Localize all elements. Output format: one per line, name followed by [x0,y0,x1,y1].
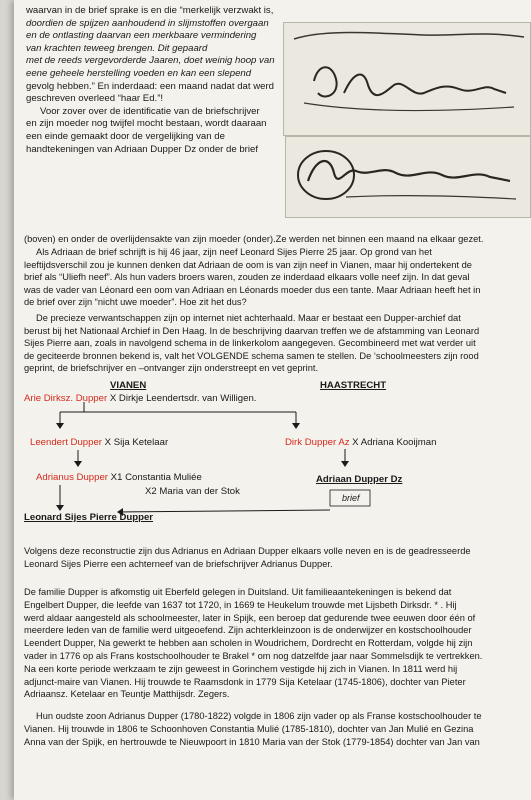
heading-vianen: VIANEN [110,380,147,391]
arie-spouse: X Dirkje Leendertsdr. van Willigen. [107,393,257,404]
intro-line: waarvan in de brief sprake is en die “merkelijk verzwakt is, [26,5,274,16]
p5-line: Engelbert Dupper, die leefde van 1637 tot 1720, in 1669 te Heukelum trouwde met Lijsbeth Dirksdr. * . Hij [24,599,457,610]
intro-line: eene geheele herstelling voeden en kan een slepend [26,68,252,79]
intro-line: doordien de spijzen aanhoudend in slijmstoffen overgaan [26,17,269,29]
p3-line: geprint, de briefschrijver en –ontvanger zijn onderstreept en vet geprint. [24,363,319,374]
intro-line: en zijn moeder nog twijfel mocht bestaan, wordt daaraan [26,118,267,130]
p5-line: Leendert Dupper, Na gewerkt te hebben aan scholen in Woudrichem, Dordrecht en Rotterdam, volgde hij zijn [24,638,473,649]
adrianus-spouse-2: X2 Maria van der Stok [145,486,240,497]
intro-line: geschreven overleed “haar Ed.”! [26,93,164,105]
intro-line: van krachten teweeg brengen. Dit gepaard [26,42,208,54]
dirk-name: Dirk Dupper Az [285,437,350,448]
intro-line: een einde gemaakt door de vergelijking van de [26,131,225,142]
intro-line: en de ontlasting daarvan een merkbaare vermindering [26,30,257,42]
dirk-spouse: X Adriana Kooijman [349,437,437,448]
p2-line: Als Adriaan de brief schrijft is hij 46 jaar, zijn neef Leonard Sijes Pierre 25 jaar. Op grond van het [36,247,432,257]
adrianus-spouse-1: X1 Constantia Muliée [108,472,202,483]
heading-haastrecht: HAASTRECHT [320,380,387,391]
p5-line: De familie Dupper is afkomstig uit Eberfeld gelegen in Duitsland. Uit familieaantekeningen is bekend dat [24,587,452,597]
p2-line: de brief over zijn “nicht uwe moeder”. Hoe zit het dus? [24,297,247,308]
p3-line: de geciteerde bronnen bekend is, valt het VOLGENDE schema samen te stellen. De ‘schoolmeesters zijn rood [24,350,479,361]
intro-line: Voor zover over de identificatie van de briefschrijver [40,105,260,117]
intro-line: gevolg hebben.” En inderdaad: een maand nadat dat werd [26,80,275,92]
p4-line: Volgens deze reconstructie zijn dus Adrianus en Adriaan Dupper elkaars volle neven en is de geadresseerde [24,546,471,556]
node-leonard: Leonard Sijes Pierre Dupper [24,512,154,523]
para1-last-line: (boven) en onder de overlijdensakte van zijn moeder (onder).Ze werden net binnen een maand na elkaar gezet. [24,234,484,244]
node-adriaan: Adriaan Dupper Dz [316,474,403,485]
p3-line: Sijes Pierre aan, zoals in navolgend schema in de linkerkolom aangegeven. Gecombineerd met wat verder uit [24,338,476,349]
node-leendert [30,437,168,449]
p5-line: werd aldaar aangesteld als schoolmeester, later in Spijk, een beroep dat gedurende twee eeuwen door één of [24,612,476,623]
p5-line: Adriaansz. Ketelaar en Teuntje Matthijsdr. Zegers. [24,689,230,700]
leendert-spouse: X Sija Ketelaar [102,437,169,448]
p2-line: leeftijdsverschil zou je kunnen denken dat Adriaan de oom is van zijn neef in Vianen, maar hij ondertekent de [24,259,472,270]
intro-line: handtekeningen van Adriaan Dupper Dz onder de brief [26,143,259,155]
p5-line: vader in 1776 op als Frans kostschoolhouder te Brakel * om nog datzelfde jaar naar Sommelsdijk te vertrekken. [24,651,483,661]
p6-line: Vianen. Hij trouwde in 1806 te Schoonhoven Constantia Mulié (1785-1810), dochter van Jan Mulié en Gezina [24,723,474,734]
p5-line: Na een korte periode werkzaam te zijn geweest in Gorinchem vestigde hij zich in Vianen. In 1811 werd hij [24,663,458,674]
leendert-name: Leendert Dupper [30,437,103,448]
node-arie [24,393,256,405]
p5-line: meerdere leden van de familie werd uitgeoefend. Zijn achterkleinzoon is de onderwijzer en kostschoolhouder [24,625,472,636]
p2-line: brief als “Uliefh neef”. Als hun vaders broers waren, zouden ze inderdaad elkaars volle neef zijn. In dat geval [24,272,470,283]
intro-line: met de reeds vergevorderde Jaaren, doet weinig hoop van [26,55,275,67]
brief-label: brief [342,493,360,503]
p6-line: Hun oudste zoon Adrianus Dupper (1780-1822) volgde in 1806 zijn vader op als Franse kostschoolhouder te [36,711,482,721]
node-adrianus [36,472,202,484]
arie-name: Arie Dirksz. Dupper [24,393,108,404]
p4-line: Leonard Sijes Pierre een achterneef van de briefschrijver Adrianus Dupper. [24,559,333,570]
adrianus-name: Adrianus Dupper [36,472,108,483]
p6-line: Anna van der Spijk, en hertrouwde te Nieuwpoort in 1810 Maria van der Stok (1779-1854) dochter van Jan van [24,736,480,747]
p3-line: berust bij het Nationaal Archief in Den Haag. In de beschrijving daarvan treffen we de afstamming van Leonard [24,325,480,336]
p5-line: adjunct-maire van Vianen. Hij trouwde te Raamsdonk in 1779 Sija Ketelaar (1745-1806), dochter van Pieter [24,676,466,687]
node-dirk [285,437,436,449]
p3-line: De precieze verwantschappen zijn op internet niet achterhaald. Maar er bestaat een Dupper-archief dat [36,313,461,323]
p2-line: was de vader van Léonard een oom van Adriaan en Léonards moeder dus een tante. Maar Adriaan heeft het in [24,284,481,295]
